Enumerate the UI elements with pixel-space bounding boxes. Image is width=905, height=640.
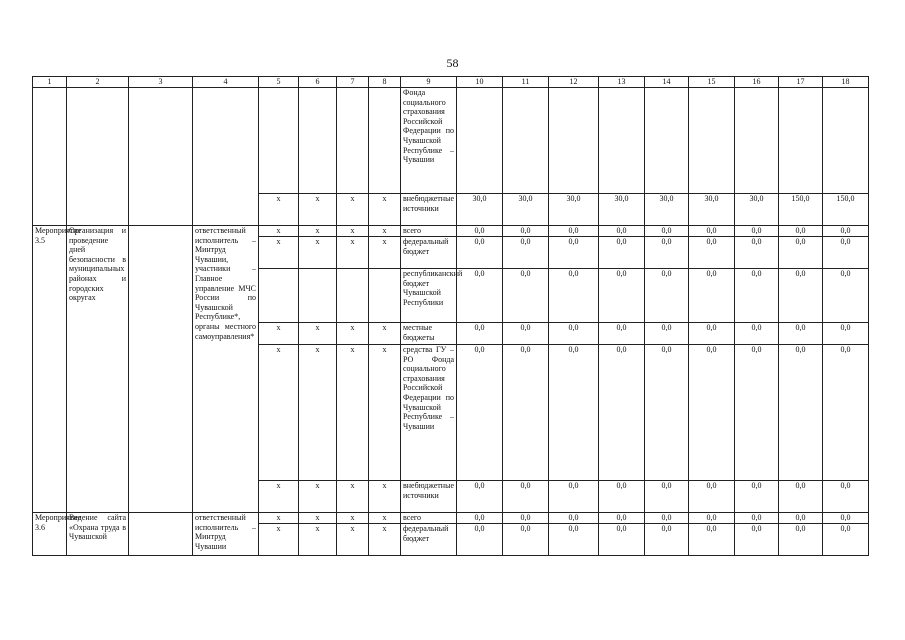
x-cell: х (369, 524, 401, 556)
funding-source: республиканский бюджет Чувашской Республики (401, 269, 457, 323)
column-number: 14 (645, 77, 689, 88)
funding-source: местные бюджеты (401, 323, 457, 345)
value-cell: 0,0 (735, 481, 779, 513)
x-cell: х (299, 524, 337, 556)
table-row (33, 88, 869, 194)
x-cell: х (369, 481, 401, 513)
funding-source: Фонда социального страхования Российской Федерации по Чувашской Республике – Чувашии (401, 88, 457, 194)
value-cell: 30,0 (457, 194, 503, 226)
value-cell: 0,0 (457, 481, 503, 513)
value-cell: 0,0 (689, 524, 735, 556)
value-cell: 0,0 (689, 513, 735, 524)
goal-cell (129, 513, 193, 556)
x-cell: х (369, 323, 401, 345)
value-cell: 0,0 (645, 269, 689, 323)
value-cell: 0,0 (599, 323, 645, 345)
funding-source: всего (401, 513, 457, 524)
x-cell: х (299, 323, 337, 345)
column-number: 1 (33, 77, 67, 88)
value-cell: 30,0 (689, 194, 735, 226)
x-cell (369, 269, 401, 323)
value-cell: 0,0 (599, 345, 645, 481)
value-cell: 0,0 (689, 226, 735, 237)
value-cell: 0,0 (503, 524, 549, 556)
x-cell: х (299, 513, 337, 524)
value-cell: 0,0 (645, 524, 689, 556)
measure-name: Организация и проведение дней безопасности в муниципальных районах и городских округах (67, 226, 129, 513)
value-cell: 150,0 (779, 194, 823, 226)
value-cell: 0,0 (823, 323, 869, 345)
value-cell: 30,0 (645, 194, 689, 226)
value-cell: 0,0 (645, 481, 689, 513)
funding-source: внебюджетные источники (401, 481, 457, 513)
value-cell: 0,0 (823, 524, 869, 556)
value-cell: 0,0 (779, 481, 823, 513)
value-cell: 0,0 (457, 237, 503, 269)
value-cell: 0,0 (779, 513, 823, 524)
value-cell: 30,0 (599, 194, 645, 226)
column-number: 9 (401, 77, 457, 88)
value-cell: 0,0 (735, 345, 779, 481)
x-cell: х (337, 513, 369, 524)
x-cell: х (369, 513, 401, 524)
value-cell: 0,0 (503, 237, 549, 269)
x-cell: х (299, 226, 337, 237)
value-cell: 0,0 (735, 226, 779, 237)
x-cell: х (299, 194, 337, 226)
table-row (33, 513, 869, 524)
code-cell (33, 88, 67, 226)
value-cell: 0,0 (503, 513, 549, 524)
value-cell: 0,0 (779, 345, 823, 481)
x-cell (369, 88, 401, 194)
name-cell (67, 88, 129, 226)
column-number: 3 (129, 77, 193, 88)
column-number: 13 (599, 77, 645, 88)
value-cell: 0,0 (823, 269, 869, 323)
x-cell: х (369, 237, 401, 269)
budget-table (32, 76, 869, 556)
x-cell (337, 88, 369, 194)
page-number: 58 (446, 56, 459, 70)
column-number: 8 (369, 77, 401, 88)
measure-executor: ответственный исполнитель – Минтруд Чувашии, участники – Главное управление МЧС России по Чувашской Республике*, органы местного самоуправления* (193, 226, 259, 513)
funding-source: федеральный бюджет (401, 524, 457, 556)
column-number: 17 (779, 77, 823, 88)
x-cell (259, 269, 299, 323)
funding-source: федеральный бюджет (401, 237, 457, 269)
x-cell: х (259, 226, 299, 237)
value-cell: 0,0 (735, 323, 779, 345)
value-cell: 0,0 (549, 226, 599, 237)
value-cell: 0,0 (689, 323, 735, 345)
value-cell: 0,0 (645, 513, 689, 524)
value-cell: 0,0 (457, 345, 503, 481)
column-number: 2 (67, 77, 129, 88)
value-cell: 30,0 (503, 194, 549, 226)
x-cell: х (337, 524, 369, 556)
value-cell: 0,0 (735, 524, 779, 556)
value-cell: 0,0 (735, 269, 779, 323)
x-cell: х (259, 323, 299, 345)
value-cell: 0,0 (457, 524, 503, 556)
column-number: 16 (735, 77, 779, 88)
value-cell: 0,0 (779, 269, 823, 323)
value-cell: 0,0 (689, 237, 735, 269)
value-cell: 0,0 (779, 226, 823, 237)
value-cell: 0,0 (689, 345, 735, 481)
value-cell: 0,0 (503, 481, 549, 513)
measure-name: Ведение сайта «Охрана труда в Чувашской (67, 513, 129, 556)
value-cell: 0,0 (599, 513, 645, 524)
column-number: 15 (689, 77, 735, 88)
value-cell: 0,0 (549, 481, 599, 513)
value-cell: 0,0 (823, 237, 869, 269)
x-cell: х (369, 345, 401, 481)
value-cell: 0,0 (779, 237, 823, 269)
x-cell: х (259, 237, 299, 269)
column-number: 6 (299, 77, 337, 88)
funding-source: средства ГУ – РО Фонда социального страхования Российской Федерации по Чувашской Республике – Чувашии (401, 345, 457, 481)
x-cell (337, 269, 369, 323)
x-cell: х (337, 237, 369, 269)
value-cell: 150,0 (823, 194, 869, 226)
column-number: 10 (457, 77, 503, 88)
value-cell: 0,0 (689, 269, 735, 323)
x-cell: х (337, 345, 369, 481)
value-cell: 0,0 (503, 323, 549, 345)
value-cell: 0,0 (689, 481, 735, 513)
value-cell: 0,0 (457, 323, 503, 345)
x-cell: х (337, 323, 369, 345)
column-number: 18 (823, 77, 869, 88)
x-cell: х (299, 481, 337, 513)
value-cell: 0,0 (549, 323, 599, 345)
funding-source: внебюджетные источники (401, 194, 457, 226)
x-cell: х (369, 194, 401, 226)
value-cell: 0,0 (503, 345, 549, 481)
column-number: 5 (259, 77, 299, 88)
value-cell: 0,0 (823, 481, 869, 513)
value-cell: 0,0 (599, 226, 645, 237)
value-cell: 0,0 (457, 513, 503, 524)
value-cell: 0,0 (457, 269, 503, 323)
column-number-row (33, 77, 869, 88)
x-cell: х (259, 524, 299, 556)
x-cell: х (337, 194, 369, 226)
goal-cell (129, 88, 193, 226)
measure-executor: ответственный исполнитель – Минтруд Чувашии (193, 513, 259, 556)
value-cell: 0,0 (549, 345, 599, 481)
column-number: 12 (549, 77, 599, 88)
measure-code: Мероприятие 3.5 (33, 226, 67, 513)
value-cell: 0,0 (645, 237, 689, 269)
value-cell: 30,0 (549, 194, 599, 226)
funding-source: всего (401, 226, 457, 237)
value-cell: 0,0 (779, 323, 823, 345)
value-cell: 0,0 (779, 524, 823, 556)
x-cell: х (337, 226, 369, 237)
x-cell: х (259, 481, 299, 513)
value-cell: 0,0 (645, 345, 689, 481)
x-cell: х (259, 513, 299, 524)
value-cell: 0,0 (549, 524, 599, 556)
column-number: 4 (193, 77, 259, 88)
value-cell: 0,0 (823, 345, 869, 481)
table-row (33, 226, 869, 237)
value-cell: 0,0 (823, 513, 869, 524)
x-cell: х (337, 481, 369, 513)
x-cell: х (259, 194, 299, 226)
value-cell: 0,0 (645, 323, 689, 345)
measure-code: Мероприятие 3.6 (33, 513, 67, 556)
value-cell: 0,0 (549, 237, 599, 269)
value-cell: 0,0 (599, 481, 645, 513)
x-cell (299, 88, 337, 194)
value-cell: 0,0 (599, 237, 645, 269)
x-cell: х (369, 226, 401, 237)
column-number: 11 (503, 77, 549, 88)
value-cell: 0,0 (549, 513, 599, 524)
x-cell: х (259, 345, 299, 481)
value-cell: 0,0 (503, 269, 549, 323)
x-cell (299, 269, 337, 323)
value-cell: 0,0 (457, 226, 503, 237)
value-cell: 0,0 (549, 269, 599, 323)
value-cell: 0,0 (645, 226, 689, 237)
x-cell: х (299, 237, 337, 269)
goal-cell (129, 226, 193, 513)
executor-cell (193, 88, 259, 226)
value-cell: 0,0 (823, 226, 869, 237)
x-cell: х (299, 345, 337, 481)
value-cell: 0,0 (503, 226, 549, 237)
x-cell (259, 88, 299, 194)
value-cell: 30,0 (735, 194, 779, 226)
value-cell: 0,0 (599, 269, 645, 323)
value-cell: 0,0 (735, 237, 779, 269)
value-cell: 0,0 (735, 513, 779, 524)
value-cell: 0,0 (599, 524, 645, 556)
column-number: 7 (337, 77, 369, 88)
